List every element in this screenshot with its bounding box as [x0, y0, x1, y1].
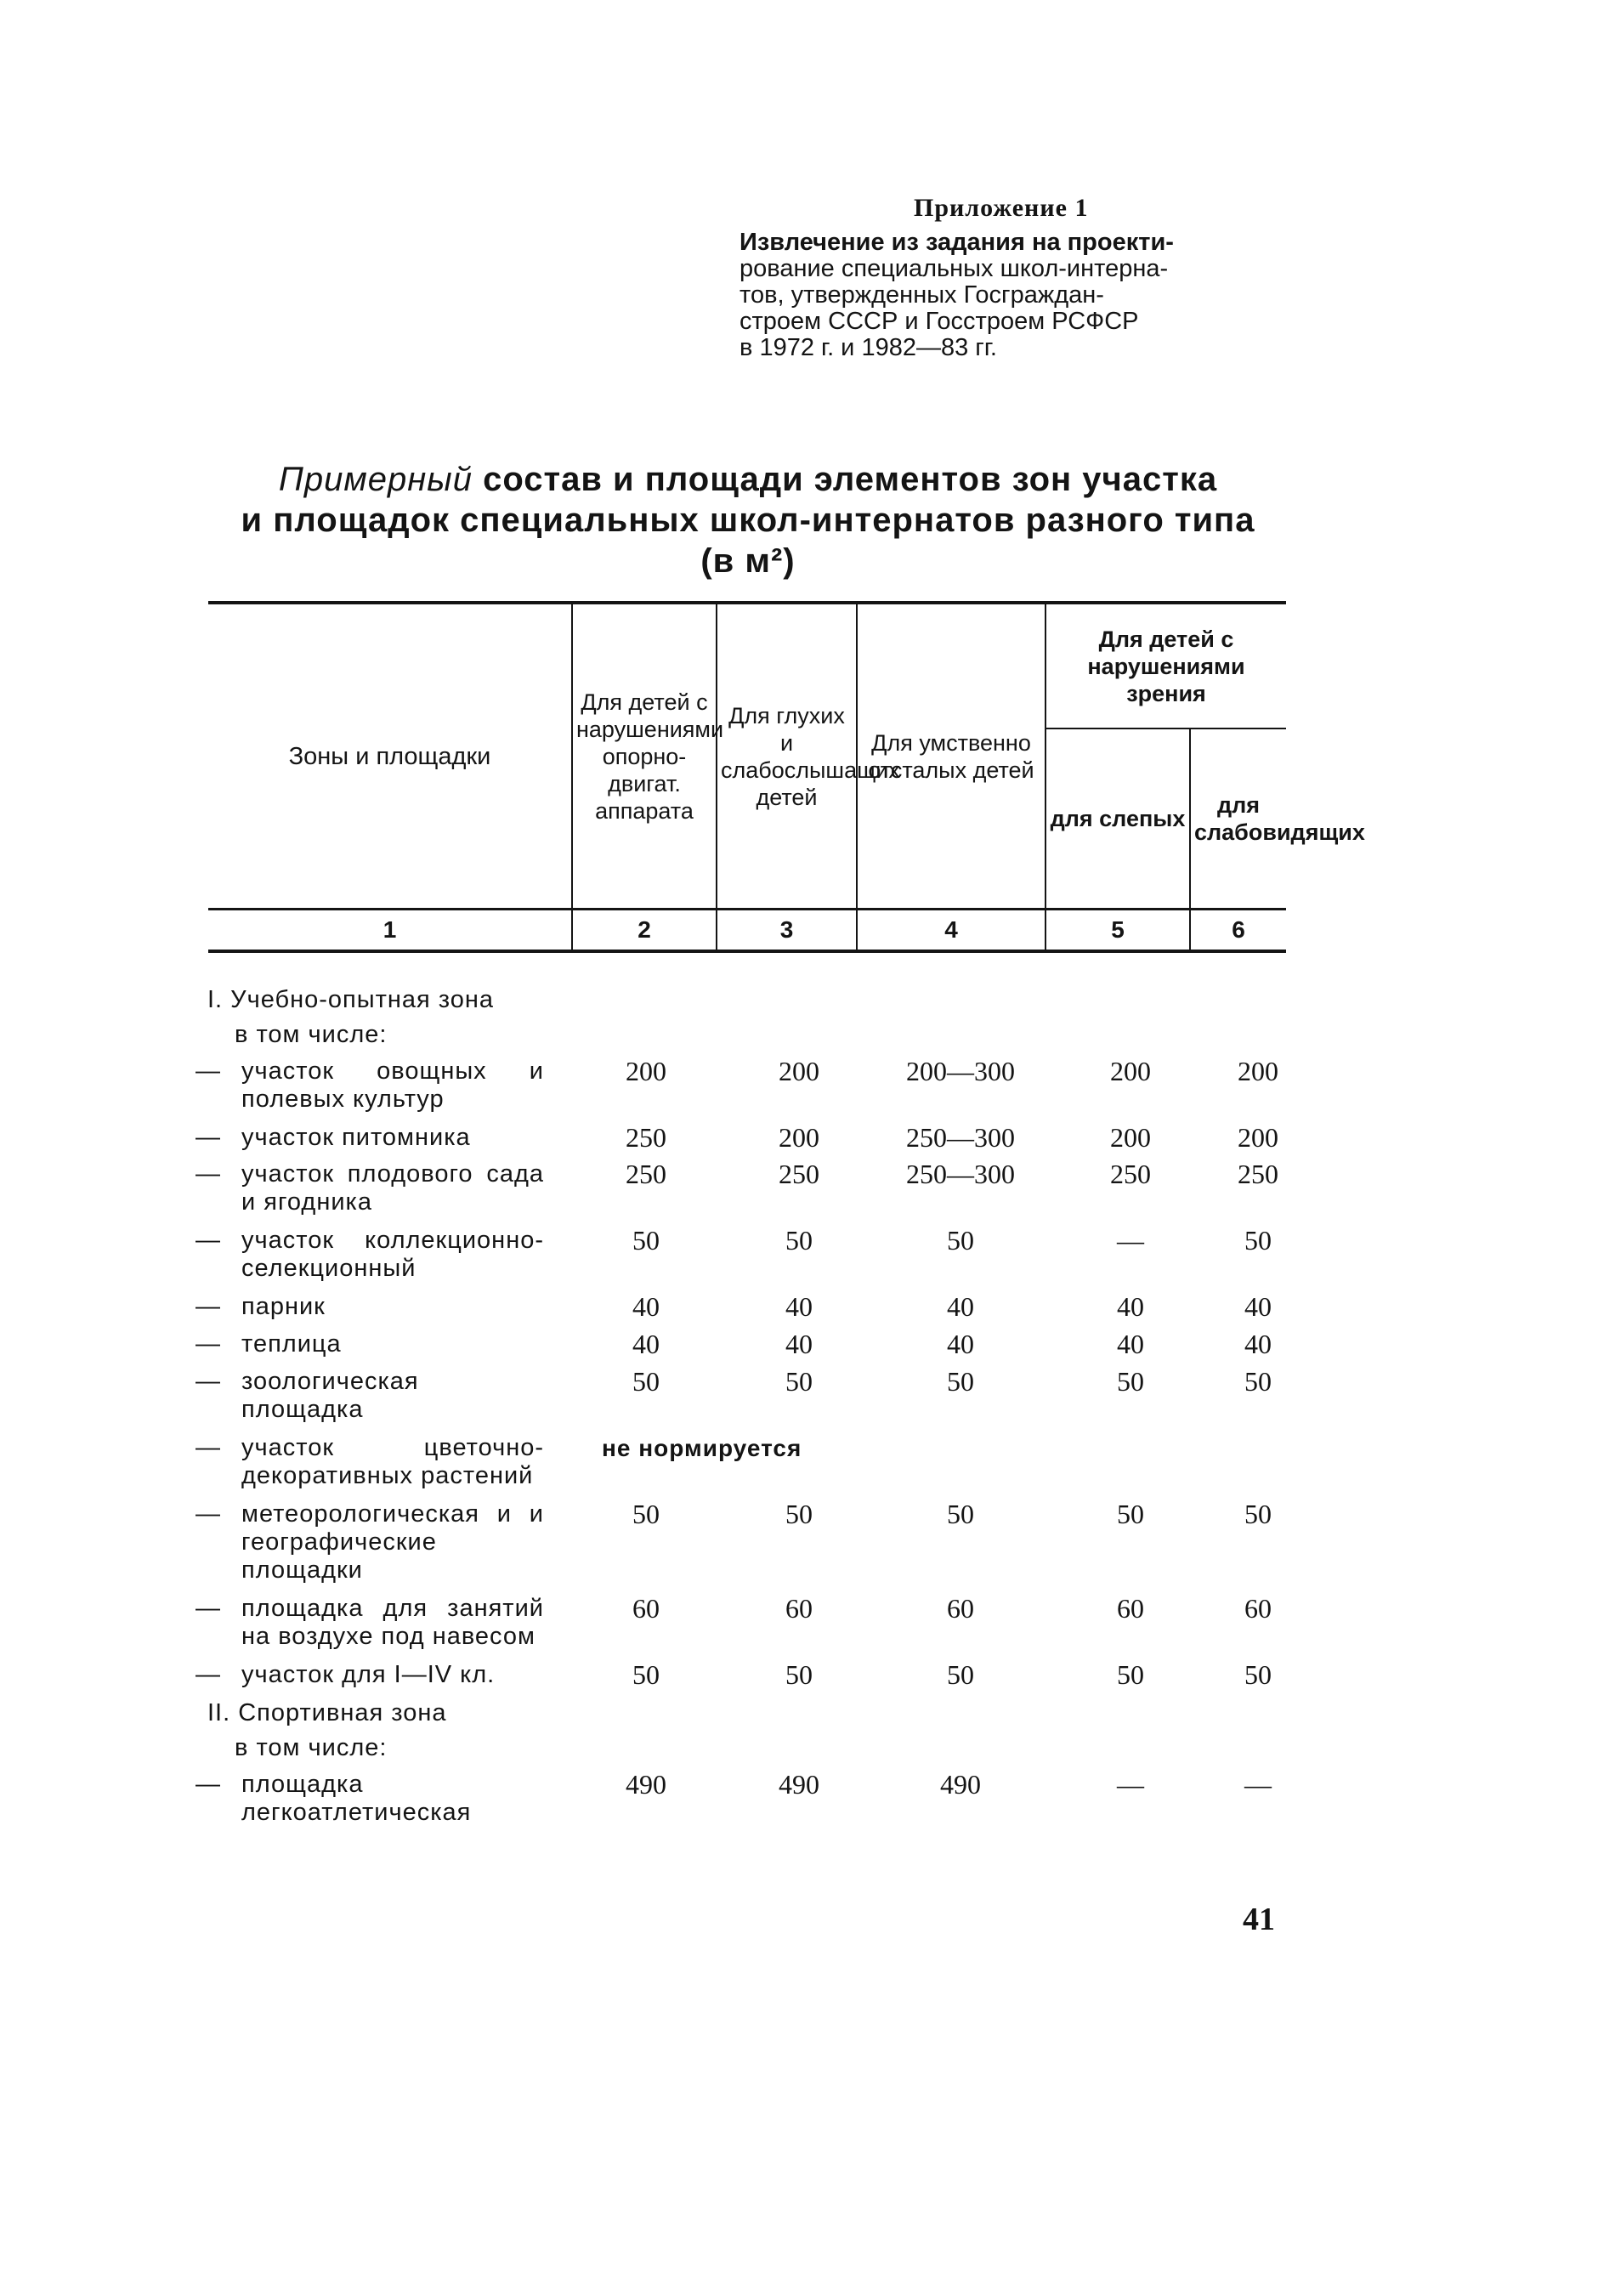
appendix-line: строем СССР и Госстроем РСФСР: [740, 308, 1139, 335]
appendix-title: Приложение 1: [914, 194, 1089, 222]
cell-value: 490: [940, 1769, 981, 1800]
row-dash: —: [196, 1227, 220, 1254]
cell-value: 250: [1110, 1159, 1151, 1189]
row-label: площадка для занятий на воздухе под навесом: [241, 1595, 544, 1650]
header-col5: для слепых: [1046, 728, 1190, 910]
row-label: метеорологическая и и географические площадки: [241, 1500, 544, 1584]
cell-value: 40: [785, 1291, 813, 1322]
cell-value: 250: [626, 1122, 666, 1153]
cell-value: 40: [947, 1291, 974, 1322]
header-col4: Для умственно отсталых детей: [857, 603, 1046, 910]
cell-value: —: [1244, 1769, 1272, 1800]
table-title-line: и площадок специальных школ-интернатов разного типа: [241, 502, 1255, 539]
cell-value: 250—300: [906, 1122, 1015, 1153]
table-row: [196, 1661, 1292, 1689]
row-dash: —: [196, 1771, 220, 1798]
cell-value: 50: [947, 1225, 974, 1256]
cell-value: 50: [1117, 1659, 1144, 1690]
row-dash: —: [196, 1124, 220, 1151]
cell-value: 50: [785, 1499, 813, 1529]
table-row: [196, 1368, 1292, 1424]
appendix-line: Извлечение из задания на проекти-: [740, 229, 1174, 256]
table-row: [196, 1434, 1292, 1490]
appendix-line: рование специальных школ-интерна-: [740, 255, 1169, 282]
row-label: теплица: [241, 1330, 342, 1358]
row-label: зоологическая площадка: [241, 1368, 419, 1423]
row-label: участок овощных и полевых культур: [241, 1057, 544, 1113]
column-number: 3: [717, 910, 857, 952]
row-label: участок коллекционно-селекционный: [241, 1227, 544, 1282]
cell-value: 50: [1244, 1366, 1272, 1397]
cell-value: 50: [947, 1659, 974, 1690]
table-row: [196, 1160, 1292, 1216]
row-dash: —: [196, 1661, 220, 1688]
table-row: [196, 1057, 1292, 1114]
row-dash: —: [196, 1293, 220, 1320]
row-label: в том числе:: [235, 1021, 388, 1048]
row-label: площадка легкоатлетическая: [241, 1771, 472, 1826]
cell-value: 200: [1110, 1056, 1151, 1086]
cell-value: 250: [626, 1159, 666, 1189]
cell-value: —: [1117, 1225, 1144, 1256]
table-row: [196, 1595, 1292, 1651]
cell-value: 60: [1244, 1593, 1272, 1624]
header-col3: Для глухих и слабослышащих детей: [717, 603, 857, 910]
cell-value: 250—300: [906, 1159, 1015, 1189]
cell-value: 40: [785, 1329, 813, 1359]
cell-value: 200: [626, 1056, 666, 1086]
cell-value: 40: [1244, 1329, 1272, 1359]
cell-value: 50: [785, 1225, 813, 1256]
table-row: [196, 1293, 1292, 1321]
cell-value: 60: [785, 1593, 813, 1624]
cell-value: 50: [632, 1659, 660, 1690]
row-dash: —: [196, 1330, 220, 1358]
table-row: [196, 1500, 1292, 1585]
row-label: в том числе:: [235, 1734, 388, 1761]
page-number: 41: [1243, 1902, 1275, 1937]
table-row: [196, 1771, 1292, 1827]
row-label: парник: [241, 1293, 326, 1320]
appendix-block: [740, 194, 1284, 361]
row-label: участок цветочно-декоративных растений: [241, 1434, 544, 1489]
row-label: участок для I—IV кл.: [241, 1661, 496, 1688]
table-body: [196, 986, 1292, 1827]
table-row: [196, 986, 1292, 1014]
column-number: 2: [572, 910, 717, 952]
cell-value: 40: [1117, 1329, 1144, 1359]
cell-value: 50: [947, 1366, 974, 1397]
header-col2: Для детей с нарушениями опорно-двигат. аппарата: [572, 603, 717, 910]
cell-value: 50: [785, 1659, 813, 1690]
row-label: II. Спортивная зона: [207, 1699, 447, 1726]
cell-value: 50: [1117, 1499, 1144, 1529]
appendix-line: тов, утвержденных Госграждан-: [740, 281, 1104, 309]
table-row: [196, 1699, 1292, 1727]
cell-value: 40: [632, 1291, 660, 1322]
header-zones: Зоны и площадки: [208, 603, 572, 910]
cell-value: 50: [632, 1366, 660, 1397]
cell-value: 50: [785, 1366, 813, 1397]
table-row: [196, 1330, 1292, 1358]
cell-value: 250: [1238, 1159, 1278, 1189]
cell-value: 250: [779, 1159, 819, 1189]
not-normalized-note: не нормируется: [602, 1435, 802, 1461]
table-title-rest: состав и площади элементов зон участка: [483, 461, 1218, 498]
table-row: [196, 1021, 1292, 1049]
cell-value: 40: [632, 1329, 660, 1359]
cell-value: 490: [626, 1769, 666, 1800]
cell-value: 490: [779, 1769, 819, 1800]
column-number: 1: [208, 910, 572, 952]
row-label: I. Учебно-опытная зона: [207, 986, 495, 1013]
row-dash: —: [196, 1595, 220, 1622]
cell-value: 200—300: [906, 1056, 1015, 1086]
appendix-line: в 1972 г. и 1982—83 гг.: [740, 334, 997, 361]
cell-value: 50: [1244, 1659, 1272, 1690]
cell-value: 60: [632, 1593, 660, 1624]
table-header: [208, 601, 1365, 953]
column-number: 6: [1190, 910, 1286, 952]
row-label: участок питомника: [241, 1124, 471, 1151]
table-row: [196, 1734, 1292, 1762]
cell-value: 60: [947, 1593, 974, 1624]
table-title-italic: Примерный: [278, 461, 473, 498]
row-dash: —: [196, 1160, 220, 1188]
row-label: участок плодового сада и ягодника: [241, 1160, 544, 1216]
cell-value: 200: [1110, 1122, 1151, 1153]
cell-value: 50: [1117, 1366, 1144, 1397]
cell-value: 40: [947, 1329, 974, 1359]
cell-value: 200: [779, 1056, 819, 1086]
row-dash: —: [196, 1368, 220, 1395]
column-number: 4: [857, 910, 1046, 952]
row-dash: —: [196, 1500, 220, 1528]
cell-value: 60: [1117, 1593, 1144, 1624]
cell-value: 40: [1117, 1291, 1144, 1322]
cell-value: 50: [632, 1499, 660, 1529]
header-col6: для слабовидящих: [1190, 728, 1286, 910]
row-dash: —: [196, 1057, 220, 1085]
table-row: [196, 1227, 1292, 1283]
cell-value: 50: [632, 1225, 660, 1256]
header-group-vision: Для детей с нарушениями зрения: [1046, 603, 1286, 728]
table-title-line: (в м²): [700, 542, 796, 580]
cell-value: 50: [1244, 1499, 1272, 1529]
cell-value: —: [1117, 1769, 1144, 1800]
row-dash: —: [196, 1434, 220, 1461]
column-number: 5: [1046, 910, 1190, 952]
table-title-line: [204, 459, 1292, 500]
table-title: [204, 459, 1292, 581]
cell-value: 50: [947, 1499, 974, 1529]
cell-value: 200: [779, 1122, 819, 1153]
cell-value: 40: [1244, 1291, 1272, 1322]
table-row: [196, 1124, 1292, 1152]
cell-value: 200: [1238, 1122, 1278, 1153]
cell-value: 200: [1238, 1056, 1278, 1086]
appendix-note: [740, 230, 1284, 361]
cell-value: 50: [1244, 1225, 1272, 1256]
